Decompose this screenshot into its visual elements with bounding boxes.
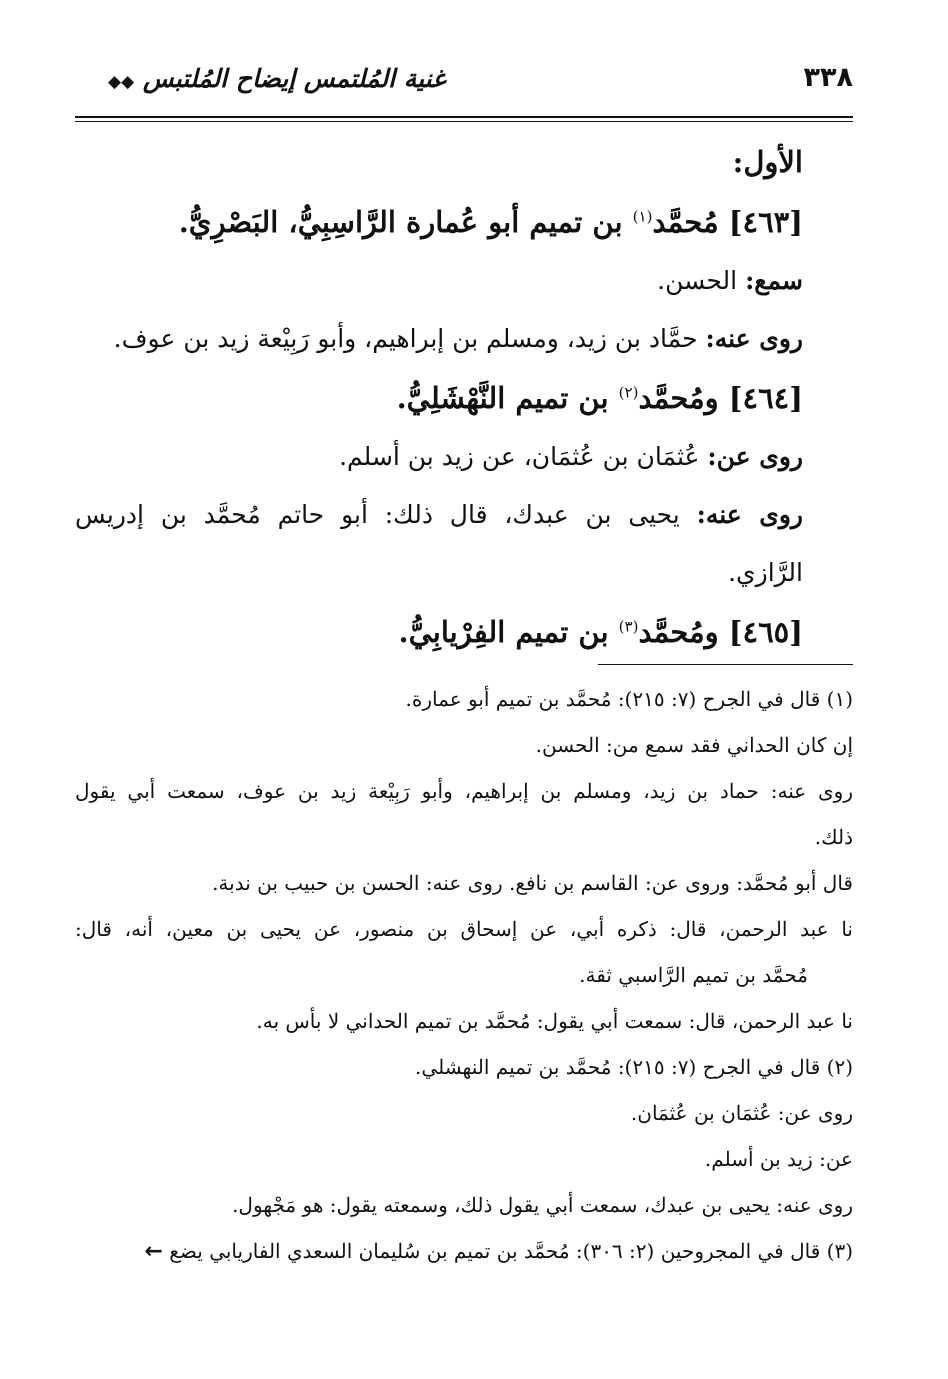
footnote-line: نا عبد الرحمن، قال: سمعت أبي يقول: مُحمَّد بن تميم الحداني لا بأس به. [256, 1009, 853, 1033]
footnote-ref: (٣) [618, 617, 639, 636]
footnote-separator [598, 664, 853, 665]
field-text: حمَّاد بن زيد، ومسلم بن إبراهيم، وأبو رَبِيْعة زيد بن عوف. [113, 324, 698, 353]
continuation-arrow-icon: ← [144, 1239, 163, 1264]
entry-name-rest: بن تميم النَّهْشَلِيُّ. [396, 381, 609, 415]
field-label: روى عن: [707, 442, 803, 471]
footnote-line: إن كان الحداني فقد سمع من: الحسن. [535, 733, 853, 757]
entry-heading-463 [75, 205, 803, 268]
footnote-line: ذلك. [814, 825, 853, 849]
field-text: الحسن. [657, 266, 738, 295]
page-number: ٣٣٨ [803, 62, 853, 93]
diamond-ornament-icon: ◆◆ [108, 72, 135, 92]
entry-number: [٤٦٤] [728, 381, 803, 415]
footnote-ref: (٢) [618, 383, 639, 402]
entry-heading-465 [75, 615, 803, 678]
section-label: الأول: [732, 145, 803, 179]
running-title-text: غنية المُلتمس إيضاح المُلتبس [142, 64, 446, 93]
entry-464-rawa-anhu [75, 502, 803, 560]
entry-463-sami [75, 268, 803, 326]
field-label: سمع: [745, 266, 803, 295]
entry-number: [٤٦٣] [728, 205, 803, 239]
footnote-line: (١) قال في الجرح (٧: ٢١٥): مُحمَّد بن تميم أبو عمارة. [405, 687, 853, 711]
header-rule [75, 116, 853, 118]
footnote-line: مُحمَّد بن تميم الرَّاسبي ثقة. [579, 963, 808, 987]
entry-number: [٤٦٥] [728, 615, 803, 649]
entry-464-rawa-an [75, 444, 803, 502]
footnote-line: قال أبو مُحمَّد: وروى عن: القاسم بن نافع. روى عنه: الحسن بن حبيب بن ندبة. [212, 871, 853, 895]
field-label: روى عنه: [696, 500, 804, 529]
entry-name: ومُحمَّد [638, 381, 719, 415]
running-title [108, 64, 445, 93]
main-text [75, 138, 803, 678]
footnote-line: (٢) قال في الجرح (٧: ٢١٥): مُحمَّد بن تميم النهشلي. [415, 1055, 853, 1079]
footnotes [75, 688, 853, 1286]
footnote-line-last [75, 1240, 853, 1286]
footnote-line: روى عن: عُثمَان بن عُثمَان. [630, 1101, 853, 1125]
entry-name: مُحمَّد [652, 205, 719, 239]
footnote-line: روى عنه: حماد بن زيد، ومسلم بن إبراهيم، وأبو رَبِيْعة زيد بن عوف، سمعت أبي يقول [75, 779, 854, 803]
header-rule-thin [75, 121, 853, 122]
footnote-text: (٣) قال في المجروحين (٢: ٣٠٦): مُحمَّد بن تميم بن سُليمان السعدي الفاريابي يضع [169, 1239, 853, 1263]
footnote-ref: (١) [632, 207, 653, 226]
footnote-line: نا عبد الرحمن، قال: ذكره أبي، عن إسحاق بن منصور، عن يحيى بن معين، أنه، قال: [75, 917, 853, 941]
footnote-line: روى عنه: يحيى بن عبدك، سمعت أبي يقول ذلك، وسمعته يقول: هو مَجْهول. [232, 1193, 853, 1217]
entry-463-rawa-anhu [75, 326, 803, 384]
field-text: عُثمَان بن عُثمَان، عن زيد بن أسلم. [339, 442, 700, 471]
field-label: روى عنه: [705, 324, 803, 353]
footnote-line: عن: زيد بن أسلم. [704, 1147, 853, 1171]
page-header [108, 62, 853, 102]
field-text: يحيى بن عبدك، قال ذلك: أبو حاتم مُحمَّد بن إدريس [75, 500, 680, 529]
entry-464-rawa-anhu-cont: الرَّازي. [728, 558, 803, 587]
entry-heading-464 [75, 381, 803, 444]
entry-name-rest: بن تميم الفِرْيابِيُّ. [398, 615, 609, 649]
entry-name: ومُحمَّد [638, 615, 719, 649]
entry-name-rest: بن تميم أبو عُمارة الرَّاسِبِيُّ، البَصْرِيُّ. [178, 205, 623, 239]
